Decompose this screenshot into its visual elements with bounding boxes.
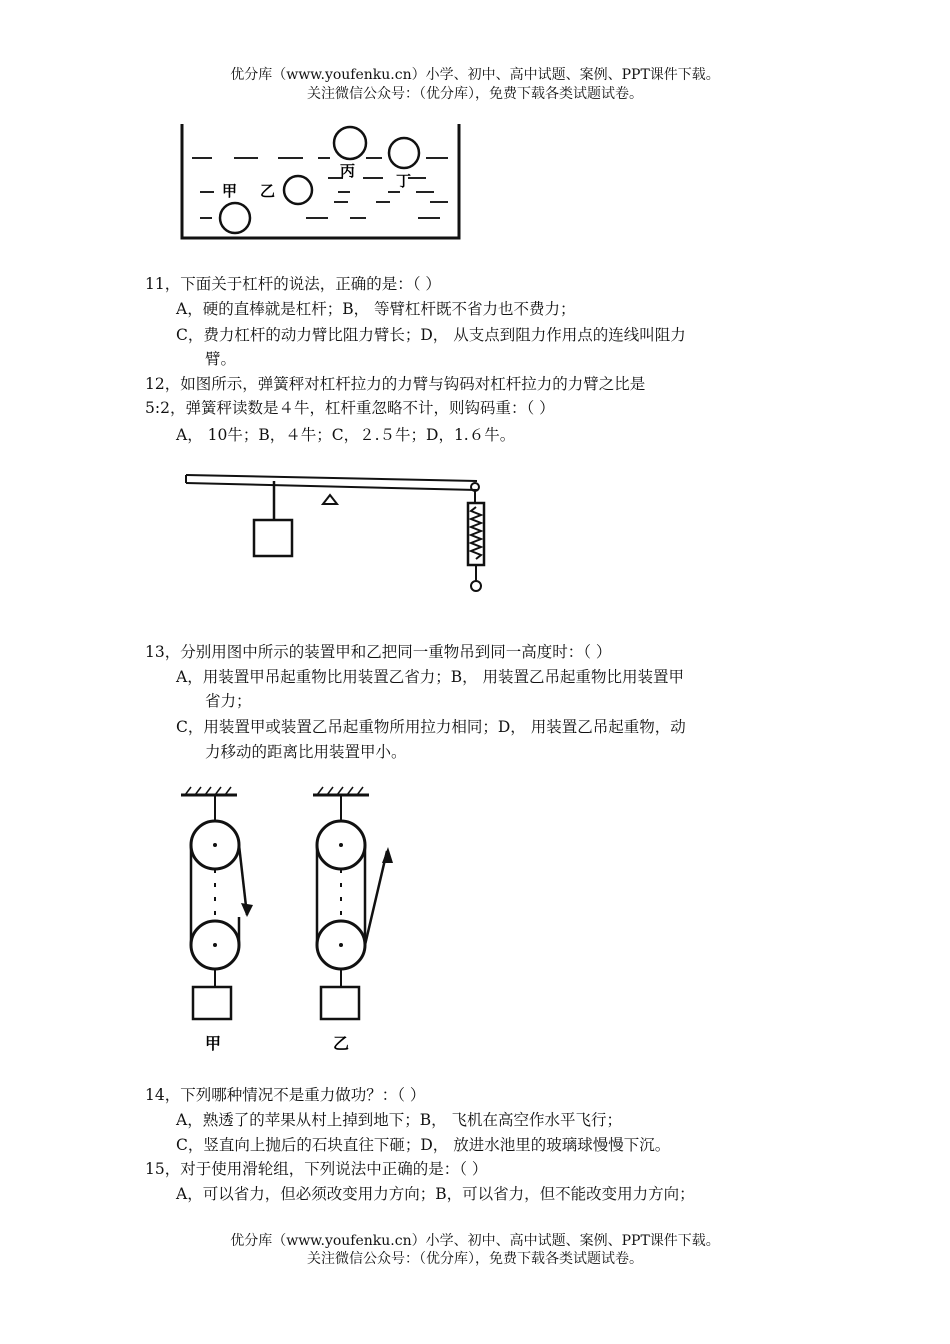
q15-stem: 15，对于使用滑轮组，下列说法中正确的是：（ ）: [145, 1160, 488, 1178]
footer-line-1: 优分库（www.youfenku.cn）小学、初中、高中试题、案例、PPT课件下载。: [230, 1233, 720, 1249]
q13-options-ab: A，用装置甲吊起重物比用装置乙省力；B， 用装置乙吊起重物比用装置甲: [176, 668, 685, 686]
q14-options-cd: C，竖直向上抛后的石块直往下砸；D， 放进水池里的玻璃球慢慢下沉。: [176, 1136, 671, 1154]
ball-jia: [220, 203, 250, 233]
footer-line-2: 关注微信公众号：（优分库），免费下载各类试题试卷。: [307, 1251, 643, 1267]
q11-options-ab: A，硬的直棒就是杠杆；B， 等臂杠杆既不省力也不费力；: [176, 300, 576, 318]
fulcrum: [323, 495, 337, 504]
q12-options: A， 10牛；B，４牛；C，２.５牛；D，1.６牛。: [176, 426, 516, 444]
q13-options-ab-cont: 省力；: [205, 692, 252, 710]
q14-options-ab: A，熟透了的苹果从村上掉到地下；B， 飞机在高空作水平飞行；: [176, 1111, 623, 1129]
load-jia: [193, 987, 231, 1019]
q13-options-cd: C，用装置甲或装置乙吊起重物所用拉力相同；D， 用装置乙吊起重物，动: [176, 718, 686, 736]
label-pulley-yi: 乙: [333, 1034, 350, 1053]
figure-pulleys: [175, 785, 415, 1055]
arrow-yi: [382, 847, 393, 863]
q12-stem-1: 12，如图所示，弹簧秤对杠杆拉力的力臂与钩码对杠杆拉力的力臂之比是: [145, 375, 646, 393]
hook-weight: [254, 520, 292, 556]
q14-stem: 14，下列哪种情况不是重力做功？：（ ）: [145, 1086, 426, 1104]
header-line-2: 关注微信公众号：（优分库），免费下载各类试题试卷。: [307, 86, 643, 102]
q15-options-ab: A，可以省力，但必须改变用力方向；B，可以省力，但不能改变用力方向；: [176, 1185, 695, 1203]
q13-stem: 13，分别用图中所示的装置甲和乙把同一重物吊到同一高度时：（ ）: [145, 643, 612, 661]
header-line-1: 优分库（www.youfenku.cn）小学、初中、高中试题、案例、PPT课件下载。: [230, 67, 720, 83]
ball-yi: [284, 176, 312, 204]
ball-ding: [389, 138, 419, 168]
label-yi: 乙: [260, 182, 276, 200]
label-ding: 丁: [396, 172, 412, 190]
label-bing: 丙: [340, 162, 356, 180]
load-yi: [321, 987, 359, 1019]
label-jia: 甲: [222, 182, 238, 200]
arrow-jia: [241, 903, 253, 917]
q11-options-cd: C，费力杠杆的动力臂比阻力臂长；D， 从支点到阻力作用点的连线叫阻力: [176, 326, 686, 344]
q11-options-cd-cont: 臂。: [205, 350, 237, 368]
figure-balls-in-water: [178, 120, 463, 242]
q11-stem: 11，下面关于杠杆的说法，正确的是：（ ）: [145, 275, 441, 293]
q12-stem-2: 5:2，弹簧秤读数是４牛，杠杆重忽略不计，则钩码重：（ ）: [145, 399, 555, 417]
q13-options-cd-cont: 力移动的距离比用装置甲小。: [205, 743, 407, 761]
label-pulley-jia: 甲: [205, 1034, 222, 1053]
ball-bing: [334, 127, 366, 159]
figure-lever: [182, 465, 502, 600]
